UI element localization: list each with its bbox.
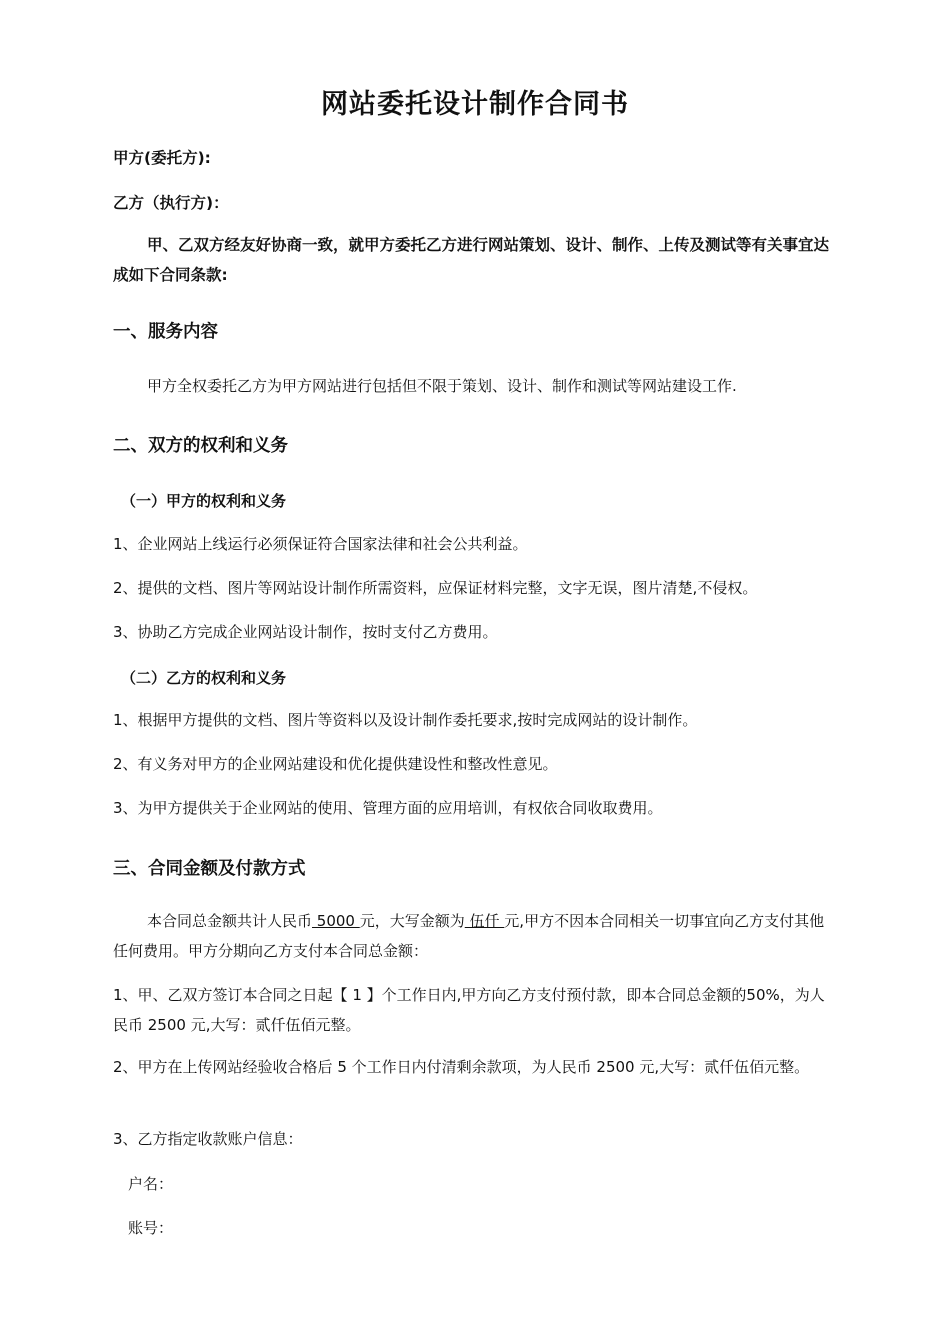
party-a-label: 甲方(委托方): <box>113 149 211 167</box>
amount-middle: 元，大写金额为 <box>359 912 465 930</box>
list-item: 3、为甲方提供关于企业网站的使用、管理方面的应用培训，有权依合同收取费用。 <box>113 799 663 817</box>
list-item: 1、根据甲方提供的文档、图片等资料以及设计制作委托要求,按时完成网站的设计制作。 <box>113 711 698 729</box>
account-name-label: 户名： <box>128 1175 174 1193</box>
account-number-label: 账号： <box>128 1219 174 1237</box>
party-b-label: 乙方（执行方)： <box>113 194 229 212</box>
section-2a-heading: （一）甲方的权利和义务 <box>121 492 287 510</box>
amount-suffix: 元,甲方不因本合同相关一切事宜向乙方支付其他任何费用。甲方分期向乙方支付本合同总金额： <box>113 912 825 960</box>
section-1-body: 甲方全权委托乙方为甲方网站进行包括但不限于策划、设计、制作和测试等网站建设工作. <box>147 377 737 395</box>
list-item: 2、有义务对甲方的企业网站建设和优化提供建设性和整改性意见。 <box>113 755 558 773</box>
payment-item-3: 3、乙方指定收款账户信息： <box>113 1130 303 1148</box>
payment-item-1: 1、甲、乙双方签订本合同之日起【 1 】个工作日内,甲方向乙方支付预付款，即本合同总金额的50%，为人民币 2500 元,大写：贰仟伍佰元整。 <box>113 986 825 1034</box>
section-2b-heading: （二）乙方的权利和义务 <box>121 669 287 687</box>
list-item: 1、企业网站上线运行必须保证符合国家法律和社会公共利益。 <box>113 535 528 553</box>
amount-words: 伍仟 <box>464 912 505 930</box>
document-title: 网站委托设计制作合同书 <box>321 89 629 120</box>
list-item: 2、提供的文档、图片等网站设计制作所需资料，应保证材料完整，文字无误，图片清楚,不侵权。 <box>113 579 758 597</box>
amount-prefix: 本合同总金额共计人民币 <box>147 912 313 930</box>
section-3-paragraph <box>113 906 838 966</box>
intro-paragraph: 甲、乙双方经友好协商一致，就甲方委托乙方进行网站策划、设计、制作、上传及测试等有关事宜达成如下合同条款: <box>113 236 830 284</box>
section-3-heading: 三、合同金额及付款方式 <box>113 859 306 879</box>
section-1-heading: 一、服务内容 <box>113 322 218 342</box>
payment-item-2: 2、甲方在上传网站经验收合格后 5 个工作日内付清剩余款项，为人民币 2500 元,大写：贰仟伍佰元整。 <box>113 1058 810 1076</box>
party-a-line <box>113 146 838 168</box>
amount-value: 5000 <box>312 912 360 930</box>
section-2-heading: 二、双方的权利和义务 <box>113 436 288 456</box>
list-item: 3、协助乙方完成企业网站设计制作，按时支付乙方费用。 <box>113 623 498 641</box>
